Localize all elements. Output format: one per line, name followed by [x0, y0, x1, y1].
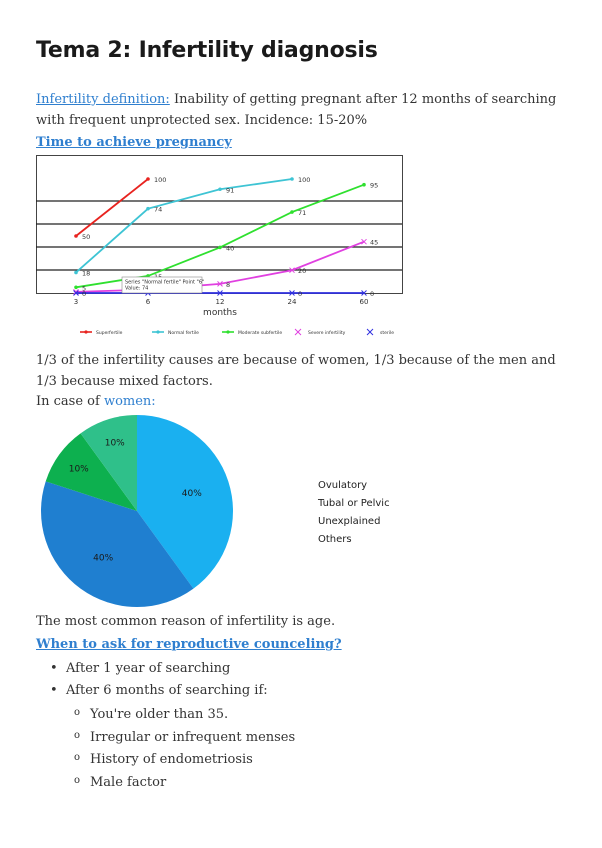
- counseling-sublist: [36, 704, 295, 794]
- data-point: [146, 177, 150, 181]
- tooltip-text: Series "Normal fertile" Point "6": [125, 279, 205, 286]
- legend-entry: [152, 330, 199, 336]
- definition-text: Inability of getting pregnant after 12 months of searching with frequent unprotected sex. Incidence: 15-20%: [36, 92, 557, 128]
- data-point: [218, 246, 222, 250]
- legend-label: Superfertile: [96, 331, 123, 336]
- legend-label: Moderate subfertile: [238, 331, 283, 336]
- pie-slice-label: 40%: [93, 553, 114, 564]
- data-label: 95: [370, 181, 379, 190]
- list-item-text: After 1 year of searching: [66, 661, 231, 676]
- x-axis-label: months: [203, 308, 237, 318]
- age-paragraph: The most common reason of infertility is age.: [36, 614, 336, 629]
- circle-bullet-icon: o: [74, 707, 81, 718]
- data-label: 8: [226, 280, 231, 289]
- data-point: [218, 187, 222, 191]
- legend-label: Unexplained: [318, 516, 381, 527]
- bullet-icon: •: [50, 683, 58, 698]
- sublist-item-text: History of endometriosis: [90, 752, 253, 767]
- x-tick-label: 3: [73, 298, 79, 306]
- data-label: 45: [370, 238, 379, 247]
- legend-label: Severe infertility: [308, 331, 346, 336]
- legend-entry: [222, 330, 282, 336]
- circle-bullet-icon: o: [74, 752, 81, 763]
- counseling-list: [36, 658, 268, 702]
- data-label: 18: [82, 269, 91, 278]
- sublist-item: [36, 704, 295, 727]
- definition-paragraph: [36, 89, 576, 131]
- data-point: [74, 286, 78, 290]
- data-label: 91: [226, 186, 235, 195]
- data-point: [74, 271, 78, 275]
- legend-label: sterile: [380, 331, 394, 336]
- causes-paragraph: 1/3 of the infertility causes are because of women, 1/3 because of the men and 1/3 because mixed factors.: [36, 353, 556, 389]
- x-tick-label: 24: [287, 298, 297, 306]
- data-point: [74, 234, 78, 238]
- data-point: [290, 210, 294, 214]
- data-label: 100: [298, 176, 311, 184]
- women-prefix: In case of: [36, 394, 104, 409]
- data-point: [362, 183, 366, 187]
- data-point: [146, 207, 150, 211]
- counseling-heading[interactable]: When to ask for reproductive counceling?: [36, 637, 342, 652]
- pie-slice-label: 10%: [104, 438, 125, 449]
- pie-slice-label: 40%: [181, 489, 202, 500]
- circle-bullet-icon: o: [74, 729, 81, 741]
- legend-label: Normal fertile: [168, 331, 199, 336]
- sublist-item: [36, 772, 295, 795]
- sublist-item: [36, 727, 295, 750]
- data-label: 0: [370, 290, 375, 298]
- x-tick-label: 6: [145, 298, 151, 306]
- legend-entry: [295, 329, 346, 336]
- sublist-item-text: Irregular or infrequent menses: [90, 729, 296, 745]
- women-line: [36, 394, 156, 409]
- legend-label: Ovulatory: [318, 480, 368, 491]
- sublist-item-text: Male factor: [90, 774, 167, 790]
- data-label: 40: [226, 244, 235, 253]
- legend-label: Others: [318, 534, 352, 545]
- women-word: women:: [103, 394, 156, 409]
- pie-slice-label: 10%: [68, 464, 89, 475]
- x-tick-label: 60: [359, 298, 369, 306]
- data-label: 0: [298, 290, 303, 298]
- data-label: 100: [154, 176, 167, 184]
- data-point: [290, 177, 294, 181]
- data-label: 71: [298, 209, 307, 218]
- data-label: 74: [154, 205, 163, 214]
- sublist-item: [36, 749, 295, 772]
- data-label: 50: [82, 233, 91, 241]
- page-title: Tema 2: Infertility diagnosis: [36, 38, 378, 63]
- legend-label: Tubal or Pelvic: [318, 498, 390, 509]
- list-item: [36, 658, 268, 680]
- data-label: 20: [298, 267, 307, 276]
- tooltip-text: Value: 74: [125, 285, 149, 292]
- definition-link[interactable]: Infertility definition:: [36, 92, 170, 107]
- data-label: 0: [82, 290, 87, 298]
- chart-tooltip: [122, 277, 204, 293]
- time-heading[interactable]: Time to achieve pregnancy: [36, 135, 232, 150]
- circle-bullet-icon: o: [74, 774, 81, 786]
- pregnancy-time-chart: [36, 155, 406, 340]
- sublist-item-text: You're older than 35.: [90, 707, 229, 722]
- legend-entry: [367, 329, 394, 336]
- women-causes-pie-chart: [36, 410, 436, 610]
- legend-entry: [80, 330, 123, 336]
- list-item: [36, 680, 268, 702]
- bullet-icon: •: [50, 661, 58, 676]
- x-tick-label: 12: [215, 298, 225, 306]
- data-label: 5: [82, 284, 87, 293]
- list-item-text: After 6 months of searching if:: [66, 683, 268, 698]
